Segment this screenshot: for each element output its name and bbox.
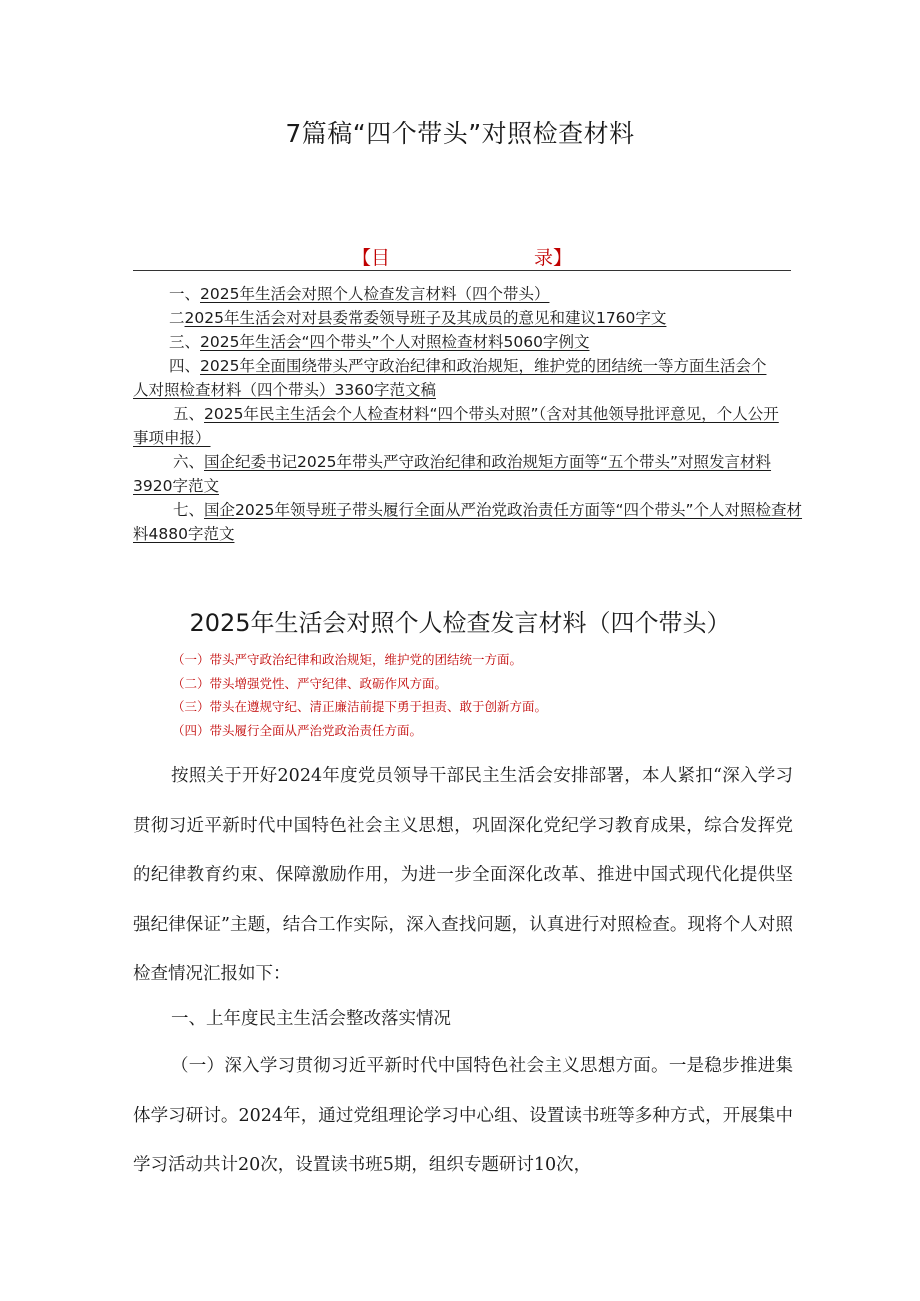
content-paragraph: （一）深入学习贯彻习近平新时代中国特色社会主义思想方面。一是稳步推进集体学习研讨。2024年，通过党组理论学习中心组、设置读书班等多种方式，开展集中学习活动共计20次，设置读书班5期，组织专题研讨10次， (133, 1056, 793, 1175)
toc-entry-number: 六、 (173, 453, 205, 471)
toc-entry-number: 一、 (169, 285, 201, 303)
toc-entry-5[interactable] (133, 403, 793, 450)
document-title: 7篇稿“四个带头”对照检查材料 (285, 119, 635, 148)
toc-heading (0, 243, 920, 269)
sub-item: （二）带头增强党性、严守纪律、政砺作风方面。 (172, 675, 448, 691)
body-text (133, 752, 793, 1000)
toc-entry-number: 三、 (169, 333, 201, 351)
toc-entry-6[interactable] (133, 451, 793, 498)
toc-entry-link[interactable]: 2025年民主生活会个人检查材料“四个带头对照”（含对其他领导批评意见，个人公开事项申报） (133, 405, 779, 447)
toc-entry-number: 四、 (169, 357, 201, 375)
toc-entry-number: 二 (169, 309, 185, 327)
toc-entry-link[interactable]: 2025年生活会“四个带头”个人对照检查材料5060字例文 (200, 333, 590, 351)
toc-entry-4[interactable] (133, 355, 773, 402)
section-title: 2025年生活会对照个人检查发言材料（四个带头） (189, 609, 731, 637)
toc-heading-left: 【目 (352, 247, 391, 269)
toc-entry-number: 七、 (173, 501, 205, 519)
heading-paragraph: 一、上年度民主生活会整改落实情况 (171, 1009, 451, 1029)
toc-entry-link[interactable]: 2025年生活会对对县委常委领导班子及其成员的意见和建议1760字文 (184, 309, 667, 327)
body-text (133, 1042, 793, 1191)
toc-entry-7[interactable] (133, 499, 813, 546)
sub-item: （四）带头履行全面从严治党政治责任方面。 (172, 722, 423, 738)
toc-entry-link[interactable]: 国企2025年领导班子带头履行全面从严治党政治责任方面等“四个带头”个人对照检查材料4880字范文 (133, 501, 803, 543)
toc-entry-link[interactable]: 2025年全面围绕带头严守政治纪律和政治规矩，维护党的团结统一等方面生活会个人对照检查材料（四个带头）3360字范文稿 (133, 357, 767, 399)
toc-entry-2[interactable] (133, 307, 849, 331)
toc-entry-1[interactable] (133, 283, 849, 307)
toc-entry-link[interactable]: 国企纪委书记2025年带头严守政治纪律和政治规矩方面等“五个带头”对照发言材料3920字范文 (133, 453, 772, 495)
toc-entry-link[interactable]: 2025年生活会对照个人检查发言材料（四个带头） (200, 285, 550, 303)
toc-entry-3[interactable] (133, 331, 849, 355)
sub-item-list (172, 648, 547, 742)
toc-divider (133, 270, 791, 271)
intro-paragraph: 按照关于开好2024年度党员领导干部民主生活会安排部署，本人紧扣“深入学习贯彻习近平新时代中国特色社会主义思想，巩固深化党纪学习教育成果，综合发挥党的纪律教育约束、保障激励作用，为进一步全面深化改革、推进中国式现代化提供坚强纪律保证”主题，结合工作实际，深入查找问题，认真进行对照检查。现将个人对照检查情况汇报如下： (133, 766, 793, 984)
toc-entry-number: 五、 (173, 405, 205, 423)
sub-item: （一）带头严守政治纪律和政治规矩，维护党的团结统一方面。 (172, 652, 523, 667)
sub-item: （三）带头在遵规守纪、清正廉洁前提下勇于担责、敢于创新方面。 (172, 699, 548, 714)
body-text (133, 995, 793, 1045)
toc-heading-right: 录】 (534, 247, 573, 269)
